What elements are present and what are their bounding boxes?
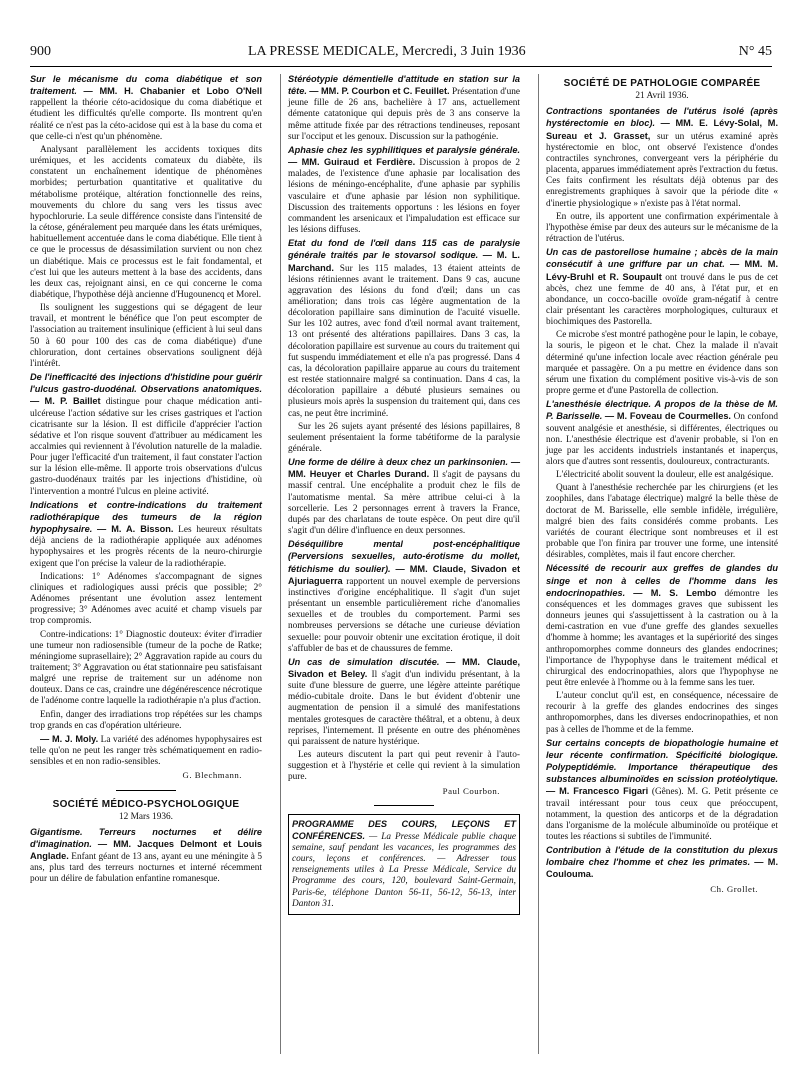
article-paragraph bbox=[546, 399, 778, 468]
article-text: Analysant parallèlement les accidents toxiques dits urémiques, et les accidents comateux du diabète, ils constatent un enchaînement identique de phénomènes morbides; perturbation quantitative et qualitative du métabolisme protéique, altération fonctionnelle des reins, mouvements du chlore du sang vers les tissus avec hypochlorurie. La seule différence consiste dans l'intensité de la cétose, généralement peu marquée dans les états urémiques, habituellement accentuée dans le coma diabétique. Elle tient à ce que le processus de désassimilation survient ou non chez un diabétique. Mais ce processus est le fait fondamental, et c'est lui que les auteurs mettent à la base des accidents, dans les deux cas, rejoignant ainsi, en ce qui concerne le coma diabétique, l'hypothèse déjà ancienne d'Hugounencq et Morel. bbox=[30, 144, 262, 300]
article-title: Sur le mécanisme du coma diabétique et son traitement. bbox=[30, 74, 262, 97]
article-authors: — MM. M. Lévy-Bruhl et R. Soupault bbox=[546, 259, 779, 282]
article-authors: — MM. Claude, Sivadon et Ajuriaguerra bbox=[288, 563, 520, 586]
article-authors: — M. Foveau de Courmelles. bbox=[604, 411, 731, 422]
article-authors: — MM. Jacques Delmont et Louis Anglade. bbox=[30, 839, 262, 862]
article-title: Nécessité de recourir aux greffes de glandes du singe et non à celles de l'homme dans les endocrinopathies. bbox=[546, 563, 778, 598]
article-text: Il s'agit de paysans du massif central. Une encéphalite a produit chez le fils de l'automatisme mental. Sa mère attribue celui-ci à la sorcellerie. Les 2 personnages errent à travers la France, dupés par des charlatans de toute espèce. On peut dire qu'il s'agit d'un délire d'influence en deux personnes. bbox=[288, 470, 521, 537]
article-text: ont trouvé dans le pus de cet abcès, chez une femme de 40 ans, à l'état pur, et en abondance, un cocco-bacille ovoïde gram-négatif à centre clair présentant les caractères morphologiques, culturaux et biochimiques des Pastorella. bbox=[546, 272, 779, 328]
body-paragraph bbox=[30, 630, 262, 708]
article-title: Sur certains concepts de biopathologie humaine et leur récente confirmation. Spécificité biologique. Polypeptidémie. Importance thérapeutique des substances albuminoïdes en scission protéolytique. bbox=[546, 737, 778, 785]
column-divider bbox=[538, 74, 539, 1054]
notice-title: PROGRAMME DES COURS, LEÇONS ET CONFÉRENCES. bbox=[292, 818, 516, 841]
article-paragraph bbox=[288, 74, 520, 143]
article-title: Aphasie chez les syphilitiques et paralysie générale. bbox=[288, 144, 520, 155]
article-text: rappellent la théorie céto-acidosique du coma diabétique et étudient les difficultés qu'elle comporte. Ils montrent qu'en réalité ce n'est pas la céto-acidose qui est à la base du coma et que celle-ci n'est qu'un phénomène. bbox=[30, 98, 262, 142]
body-paragraph bbox=[30, 572, 262, 628]
body-paragraph bbox=[546, 212, 778, 245]
issue-number: N° 45 bbox=[738, 44, 772, 59]
article-paragraph bbox=[30, 372, 262, 498]
article-paragraph bbox=[546, 845, 778, 881]
notice-text: — La Presse Médicale publie chaque semaine, sauf pendant les vacances, les programmes des cours, leçons et conférences. — Adresser tous renseignements utiles à La Presse Médicale, Service du Programme des cours, 120, boulevard Saint-Germain, Paris-6e, téléphone Danton 56-11, 56-12, 56-13, inter Danton 31. bbox=[292, 831, 516, 909]
section-heading: SOCIÉTÉ DE PATHOLOGIE COMPARÉE bbox=[563, 78, 761, 89]
article-authors: — M. Couloumа. bbox=[546, 857, 778, 880]
article-authors: — MM. E. Lévy-Solal, M. Sureau et J. Grasset, bbox=[546, 118, 779, 141]
article-text: En outre, ils apportent une confirmation expérimentale à l'hypothèse émise par deux des auteurs sur le mécanisme de la rétraction de l'utérus. bbox=[546, 211, 778, 245]
article-paragraph bbox=[546, 106, 778, 209]
article-paragraph bbox=[288, 145, 520, 236]
article-text: Présentation d'une jeune fille de 26 ans, bachelière à 17 ans, actuellement démente catatonique qui depuis près de 3 ans conserve la même attitude fixée par des rétractions tendineuses, reposant sur l'occiput et les genoux. Discussion sur la pathogénie. bbox=[288, 87, 521, 142]
body-paragraph bbox=[30, 303, 262, 370]
article-text: Ce microbe s'est montré pathogène pour le lapin, le cobaye, la souris, le pigeon et le chat. Chez la malade il n'avait déterminé qu'une infection locale avec réaction générale peu marquée et passagère. On a pu mettre en évidence dans son sérum une fixation du complément positive vis-à-vis de son propre germe et d'une Pastorella de collection. bbox=[546, 330, 778, 397]
body-paragraph bbox=[546, 483, 778, 561]
article-title: Contractions spontanées de l'utérus isolé (après hystérectomie en bloc). bbox=[546, 106, 778, 129]
article-paragraph bbox=[288, 238, 520, 420]
article-paragraph bbox=[30, 500, 262, 570]
header-rule bbox=[30, 66, 772, 67]
body-paragraph bbox=[288, 422, 520, 455]
article-authors: — MM. P. Courbon et C. Feuillet. bbox=[309, 86, 450, 97]
article-title: De l'inefficacité des injections d'histidine pour guérir l'ulcus gastro-duodénal. Observations anatomiques. bbox=[30, 372, 262, 395]
body-paragraph bbox=[546, 470, 778, 481]
signature: Ch. Grollet. bbox=[710, 883, 758, 894]
article-text: rapportent un nouvel exemple de perversions instinctives d'origine encéphalitique. Il s'agit d'un sujet présentant un ensemble particulièrement riche d'anomalies sexuelles et de troubles du comportement. Parmi ses nombreuses perversions se détache une curieuse déviation sexuelle: pour pouvoir obtenir une excitation érotique, il doit s'affubler de bas et de chaussures de femme. bbox=[288, 576, 520, 654]
article-paragraph bbox=[546, 563, 778, 689]
article-text: Discussion à propos de 2 malades, de l'existence d'une aphasie par localisation des lésions de méningo-encéphalite, d'une aphasie par syphilis vasculaire et d'une aphasie par lésion non syphilitique. Discussion des traitements opportuns : les lésions en foyer commandent les arsenicaux et l'impaludation est efficace sur les lésions diffuses. bbox=[288, 158, 520, 236]
article-text: Contre-indications: 1° Diagnostic douteux: éviter d'irradier une tumeur non radiosensible (tumeur de la poche de Ratke; méningiome suprasellaire); 2° Aggravation rapide au cours du traitement; 3° Aggravation ou état stationnaire peu satisfaisant malgré une reprise de traitement sur un adénome non douteux. Dans ce cas, craindre une dégénérescence nécrotique de l'adénome contre laquelle la radiothérapie n'a plus d'action. bbox=[30, 629, 262, 707]
article-text: Il s'agit d'un individu présentant, à la suite d'une blessure de guerre, une légère atteinte parétique médio-cubitale droite. Dans le but évident d'obtenir une augmentation de pension il a simulé des manifestations mentales grotesques de caractère théâtral, et a obtenu, à deux reprises, l'internement. Il présente en outre des phénomènes qui paraissent de nature hystérique. bbox=[288, 669, 520, 747]
article-list bbox=[30, 827, 262, 886]
article-paragraph bbox=[288, 457, 520, 537]
article-title: Un cas de pastorellose humaine ; abcès de la main consécutif à une griffure par un chat. bbox=[546, 247, 778, 270]
article-text: Sur les 115 malades, 13 étaient atteints de lésions rétiniennes avant le traitement. Dans 9 cas, aucune aggravation des lésions du fond d'œil; dans un cas amélioration; dans trois cas légère augmentation de la décoloration papillaire sans diminution de l'acuité visuelle. Sur les 102 autres, avec fond d'œil normal avant traitement, 13 ont présenté des altérations papillaires. Dans 3 cas, la décoloration papillaire est survenue au cours du traitement qui fut suspendu immédiatement et elle n'a pas progressé. Dans 4 cas, la décoloration papillaire apparue au cours du traitement est restée stationnaire malgré sa continuation. Dans 4 cas, la décoloration papillaire a débuté plusieurs semaines ou plusieurs mois après la suspension du traitement qui, dans ces cas, ne peut être incriminé. bbox=[288, 263, 520, 419]
article-title: Contribution à l'étude de la constitution du plexus lombaire chez l'homme et chez les primates. bbox=[546, 845, 778, 868]
article-title: Indications et contre-indications du traitement radiothérapique des tumeurs de la région hypophysaire. bbox=[30, 499, 262, 535]
article-text: Les auteurs discutent la part qui peut revenir à l'auto-suggestion et à l'hystérie et celle qui revient à la simulation pure. bbox=[288, 750, 520, 783]
section-divider bbox=[116, 790, 176, 791]
article-authors: — MM. Heuyer et Charles Durand. bbox=[288, 457, 520, 480]
article-text: distingue pour chaque médication anti-ulcéreuse l'action sédative sur les crises gastriques et l'action cicatrisante sur la lésion. Il est difficile d'apprécier l'action sédative et l'on risque souvent d'attribuer au médicament les accalmies qui reviennent à l'évolution naturelle de la maladie. Pour juger l'efficacité d'un traitement, il faut constater l'action sur la lésion elle-même. Il apporte trois observations d'ulcus gastro-duodénaux traités par les injections d'histidine, où l'intervention a montré l'ulcus en pleine activité. bbox=[30, 397, 263, 497]
session-date: 12 Mars 1936. bbox=[119, 811, 173, 822]
article-authors: — MM. Claude, Sivadon et Beley. bbox=[288, 656, 520, 679]
article-title: L'anesthésie électrique. A propos de la thèse de M. P. Barisselle. bbox=[546, 399, 778, 422]
article-authors: — MM. H. Chabanier et Lobo O'Nell bbox=[83, 86, 262, 97]
article-authors: — M. J. Moly. bbox=[40, 733, 99, 744]
article-authors: — M. Francesco Figari bbox=[546, 786, 649, 797]
body-paragraph bbox=[288, 750, 520, 783]
article-text: (Gênes). M. G. Petit présente ce travail intéressant pour tous ceux que préoccupent, notamment, la question des anticorps et de la dégradation dans l'organisme de la molécule albuminoïde ou protéique et toutes les réactions si subtiles de l'immunité. bbox=[546, 787, 778, 842]
page-header bbox=[30, 44, 772, 64]
article-list bbox=[30, 74, 262, 768]
article-title: Stéréotypie démentielle d'attitude en station sur la tête. bbox=[288, 74, 520, 97]
column-divider bbox=[280, 74, 281, 1054]
article-text: démontre les conséquences et les dommages graves que subissent les donneurs jeunes qui s'assujettissent à la castration ou à la demi-castration en vue d'une greffe des glandes sexuelles d'homme à homme; les avantages et la supériorité des singes anthropomorphes comme donneurs des glandes endocrines; l'importance de l'hypophyse dans le traitement médical et chirurgical des endocrinopathies, alors que l'hypophyse ne peut être enlevée à l'homme ou à la femme sans les tuer. bbox=[546, 588, 778, 688]
journal-title: LA PRESSE MEDICALE, Mercredi, 3 Juin 1936 bbox=[248, 44, 526, 59]
article-paragraph bbox=[288, 539, 520, 655]
section-divider bbox=[374, 805, 434, 806]
article-authors: — M. P. Baillet bbox=[30, 396, 101, 407]
session-date: 21 Avril 1936. bbox=[635, 91, 689, 102]
article-paragraph bbox=[30, 74, 262, 143]
program-notice-box bbox=[288, 814, 520, 915]
article-text: L'électricité abolit souvent la douleur, elle est analgésique. bbox=[556, 470, 774, 481]
article-authors: — M. A. Bisson. bbox=[97, 524, 174, 535]
article-text: Sur les 26 sujets ayant présenté des lésions papillaires, 8 seulement présentaient la forme tabétiforme de la paralysie générale. bbox=[288, 421, 520, 454]
section-heading: SOCIÉTÉ MÉDICO-PSYCHOLOGIQUE bbox=[52, 798, 240, 810]
page-number: 900 bbox=[30, 44, 51, 59]
article-authors: — M. S. Lembo bbox=[633, 587, 717, 598]
article-title: Une forme de délire à deux chez un parkinsonien. bbox=[288, 457, 509, 468]
article-text: Quant à l'anesthésie recherchée par les chirurgiens (et les zoophiles, dans l'abatage électrique) malgré la belle thèse de doctorat de M. Barisselle, elle semble infidèle, irrégulière, malgré bien des faits considérés comme probants. Les variétés de courant électrique sont nombreuses et il est probable que l'on finira par trouver une forme, une intensité désirables, complètes, mais il faut encore chercher. bbox=[546, 483, 778, 561]
article-text: Ils soulignent les suggestions qui se dégagent de leur travail, et montrent le bénéfice que l'on peut escompter de l'association au traitement insulinique (efficient à lui seul dans 50 à 60 pour 100 des cas de coma diabétique) d'une chloruration, dont certaines observations soulignent déjà l'intérêt. bbox=[30, 303, 262, 369]
article-text: Indications: 1° Adénomes s'accompagnant de signes cliniques et radiologiques aussi précis que possible; 2° Adénomes présentant une évolution assez lentement progressive; 3° Adénomes avec acuité et champ visuels par trop compromis. bbox=[30, 571, 262, 627]
article-title: Gigantisme. Terreurs nocturnes et délire d'imagination. bbox=[30, 826, 262, 849]
article-text: Enfant géant de 13 ans, ayant eu une méningite à 5 ans, plus tard des terreurs nocturnes et interné récemment pour un délire de fabulation enfantine romanesque. bbox=[30, 852, 263, 885]
column-2 bbox=[288, 74, 520, 915]
article-list bbox=[546, 106, 778, 881]
article-text: sur un utérus examiné après hystérectomie en bloc, ont observé l'existence d'ondes contractiles synchrones, convergeant vers la périphérie du placenta, apparues immédiatement après l'extraction du fœtus. Ces faits confirment les résultats déjà obtenus par des enregistrements graphiques à savoir que la période dite « d'inertie physiologique » n'existe pas à l'état normal. bbox=[546, 131, 778, 209]
article-text: La variété des adénomes hypophysaires est telle qu'on ne peut les ranger très schématiquement en radio-sensibles et en non radio-sensibles. bbox=[30, 734, 262, 768]
body-paragraph bbox=[30, 710, 262, 732]
article-paragraph bbox=[546, 247, 778, 328]
body-paragraph bbox=[546, 330, 778, 397]
signature: Paul Courbon. bbox=[442, 785, 500, 796]
article-paragraph bbox=[30, 827, 262, 886]
column-1 bbox=[30, 74, 262, 888]
body-paragraph bbox=[30, 145, 262, 301]
article-authors: — M. L. Marchand. bbox=[288, 250, 520, 273]
signature: G. Blechmann. bbox=[182, 770, 242, 781]
article-text: L'auteur conclut qu'il est, en conséquence, nécessaire de recourir à la greffe des glandes endocrines des singes anthropomorphes, dans les diverses endocrinopathies, et non pas à celles de l'homme et de la femme. bbox=[546, 691, 778, 735]
article-text: Enfin, danger des irradiations trop répétées sur les champs trop grands en cas d'opération ultérieure. bbox=[30, 709, 262, 731]
article-text: Les heureux résultats déjà anciens de la radiothérapie appliquée aux adénomes hypophysaires et les progrès récents de la neuro-chirurgie exigent que l'on précise la valeur de la radiothérapie. bbox=[30, 525, 262, 569]
article-authors: — MM. Guiraud et Ferdière. bbox=[288, 157, 416, 168]
article-title: Un cas de simulation discutée. bbox=[288, 656, 440, 667]
article-title: Déséquilibre mental post-encéphalitique (Perversions sexuelles, auto-érotisme du mollet, fétichisme du soulier). bbox=[288, 539, 520, 574]
article-paragraph bbox=[546, 738, 778, 843]
body-paragraph bbox=[546, 691, 778, 736]
article-paragraph bbox=[288, 657, 520, 748]
article-title: Etat du fond de l'œil dans 115 cas de paralysie générale traités par le stovarsol sodique. bbox=[288, 238, 520, 261]
article-list bbox=[288, 74, 520, 784]
body-paragraph bbox=[30, 734, 262, 768]
column-3 bbox=[546, 74, 778, 895]
article-text: On confond souvent analgésie et anesthésie, si différentes, électriques ou non. L'anesthésie électrique est d'avenir probable, si l'on en juge par les accidents industriels instantanés et inaperçus, alors que d'autres sont ressentis, douloureux, contracturants. bbox=[546, 412, 779, 467]
